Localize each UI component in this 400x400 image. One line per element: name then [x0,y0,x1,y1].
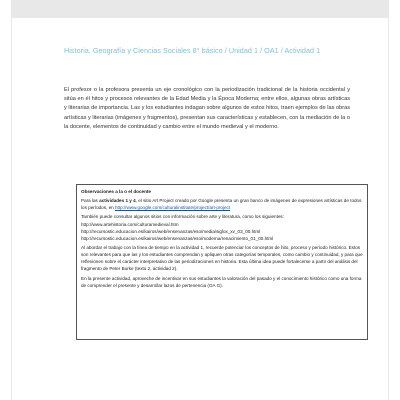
breadcrumb: Historia, Geografía y Ciencias Sociales 8° básico / Unidad 1 / OA1 / Actividad 1 [64,46,321,55]
observations-paragraph-4: En la presente actividad, aproveche de incentivar en sus estudiantes la valoración del pasado y el conocimiento histórico como una forma de comprender el presente y desarrollar lazos de pertenencia (OA G). [81,275,362,288]
p1-mid: , el sitio Art Project creado por Google presenta un gran banco de imágenes de expresiones artísticas de todos los períodos, en [81,198,362,211]
observations-title: Observaciones a la o el docente [81,189,151,194]
activity-description: El profesor o la profesora presenta un eje cronológico con la periodización tradicional de la historia occidental y sitúa en él hitos y procesos relevantes de la Edad Media y la Época Moderna; entre ellos, algunas obras artísticas y literarias de importancia. Las y los estudiantes indagan sobre algunos de estos hitos, traen ejemplos de las obras artísticas y literarias (imágenes y fragmentos), presentan sus características y establecen, con la mediación de la o la docente, elementos de continuidad y cambio entre el mundo medieval y el moderno. [64,87,350,130]
observations-paragraph-2 [81,213,363,241]
top-band [12,0,388,18]
observations-paragraph-1 [81,197,363,211]
url-recursostic-moderna[interactable]: http://recursostic.educacion.es/kairos/web/ensenanzas/eso/moderna/renacimiento_01_00.html [81,235,274,241]
p1-prefix: Para las [81,198,100,204]
url-artehistoria[interactable]: http://www.artehistoria.com/culturamedieval.htm [81,221,179,227]
p1-activities: actividades 1 y 4 [99,198,136,204]
observations-paragraph-3: Al abordar el trabajo con la línea de tiempo en la actividad 1, recuerde potenciar los conceptos de hito, proceso y período histórico. Estos son relevantes para que las y los estudiantes comprendan y apliquen otras categorías temporales, como cambio y continuidad, y para que reflexionen sobre el carácter interpretativo de las periodizaciones en historia. Esta última idea puede fortalecerse a partir del análisis del fragmento de Peter Burke (texto 2, actividad 2). [81,245,363,272]
p2-text: También puede consultar algunos sitios con información sobre arte y literatura, como los siguientes: [81,214,284,220]
document-page [12,0,388,400]
url-recursostic-media[interactable]: http://recursostic.educacion.es/kairos/web/ensenanzas/eso/media/siglox_xv_03_00.html [81,228,261,234]
art-project-link[interactable]: http://www.google.com/culturalinstitute/project/art-project [114,205,231,211]
teacher-observations-box [76,184,368,340]
